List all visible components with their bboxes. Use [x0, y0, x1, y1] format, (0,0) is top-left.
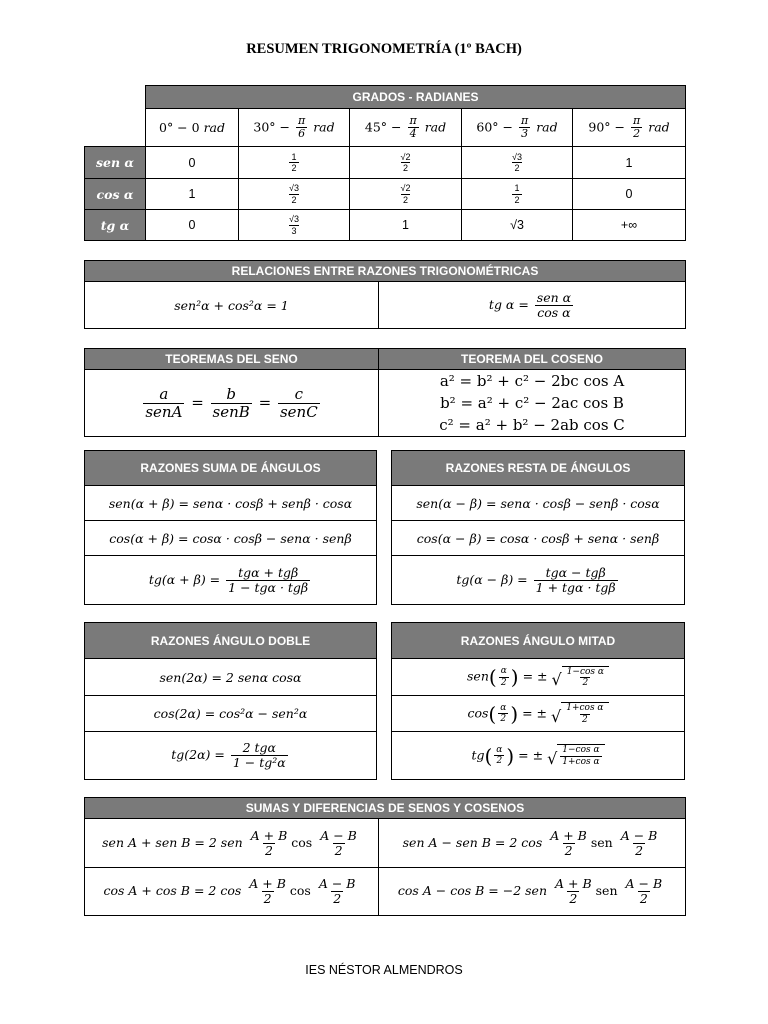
cosine-law-formula: a² = b² + c² − 2bc cos A b² = a² + c² − 2ac cos B c² = a² + b² − 2ab cos C [379, 370, 686, 437]
table-corner [85, 86, 146, 109]
angle-col-0: 0° − 0 rad [146, 109, 239, 147]
footer-school-name: IES NÉSTOR ALMENDROS [305, 963, 463, 977]
difference-angles-header: RAZONES RESTA DE ÁNGULOS [392, 451, 685, 486]
theorems-table [84, 348, 686, 437]
cell-value: $\frac{1}{2}$ [239, 147, 350, 179]
sum-tg-formula: tg(α + β) = $\frac{\text{tgα + tgβ}}{\text{1 − tgα · tgβ}}$ [85, 556, 377, 605]
cell-value: 0 [146, 210, 239, 241]
sum-sin-formula: sen(α + β) = senα · cosβ + senβ · cosα [85, 486, 377, 521]
diff-sines-formula: sen A − sen B = 2 cos $\frac{A + B}{2}$ sen $\frac{A - B}{2}$ [379, 819, 686, 868]
row-label-tg: tg α [85, 210, 146, 241]
cosine-law-header: TEOREMA DEL COSENO [379, 349, 686, 370]
cell-value: +∞ [573, 210, 686, 241]
diff-tg-formula: tg(α − β) = $\frac{\text{tgα − tgβ}}{\text{1 + tgα · tgβ}}$ [392, 556, 685, 605]
angle-col-45: 45° − $\frac{\pi}{4}$ rad [350, 109, 462, 147]
degrees-radians-header: GRADOS - RADIANES [146, 86, 686, 109]
cell-value: $\frac{√2}{2}$ [350, 179, 462, 210]
cell-value: 1 [350, 210, 462, 241]
half-cos-formula: cos( $\frac{\alpha}{2}$ ) = ± √ $\frac{\text{1+cos α}}{2}$ [392, 696, 685, 732]
angle-col-90: 90° − $\frac{\pi}{2}$ rad [573, 109, 686, 147]
cell-value: 0 [146, 147, 239, 179]
cell-value: $\frac{√3}{2}$ [239, 179, 350, 210]
table-row [85, 210, 686, 241]
cell-value: $\frac{1}{2}$ [462, 179, 573, 210]
relations-header: RELACIONES ENTRE RAZONES TRIGONOMÉTRICAS [85, 261, 686, 282]
half-angle-header: RAZONES ÁNGULO MITAD [392, 623, 685, 659]
cell-value: $\frac{√2}{2}$ [350, 147, 462, 179]
degrees-radians-table [84, 85, 686, 241]
row-label-cos: cos α [85, 179, 146, 210]
relations-table [84, 260, 686, 329]
difference-angles-table [391, 450, 685, 605]
row-label-sen: sen α [85, 147, 146, 179]
sum-angles-header: RAZONES SUMA DE ÁNGULOS [85, 451, 377, 486]
cell-value: √3 [462, 210, 573, 241]
sum-angles-table [84, 450, 377, 605]
table-row [85, 179, 686, 210]
angle-col-30: 30° − $\frac{\pi}{6}$ rad [239, 109, 350, 147]
sums-differences-header: SUMAS Y DIFERENCIAS DE SENOS Y COSENOS [85, 798, 686, 819]
page-title: RESUMEN TRIGONOMETRÍA (1º BACH) [246, 41, 522, 57]
table-corner [85, 109, 146, 147]
sum-cos-formula: cos(α + β) = cosα · cosβ − senα · senβ [85, 521, 377, 556]
diff-sin-formula: sen(α − β) = senα · cosβ − senβ · cosα [392, 486, 685, 521]
diff-cosines-formula: cos A − cos B = −2 sen $\frac{A + B}{2}$ sen $\frac{A - B}{2}$ [379, 868, 686, 916]
sum-sines-formula: sen A + sen B = 2 sen $\frac{A + B}{2}$ cos $\frac{A - B}{2}$ [85, 819, 379, 868]
double-tg-formula: tg(2α) = $\frac{\text{2 tgα}}{\text{1 − tg²α}}$ [85, 732, 377, 780]
double-sin-formula: sen(2α) = 2 senα cosα [85, 659, 377, 696]
double-angle-header: RAZONES ÁNGULO DOBLE [85, 623, 377, 659]
half-sin-formula: sen( $\frac{\alpha}{2}$ ) = ± √ $\frac{\text{1−cos α}}{2}$ [392, 659, 685, 696]
half-tg-formula: tg( $\frac{\alpha}{2}$ ) = ± √ $\frac{\text{1−cos α}}{\text{1+cos α}}$ [392, 732, 685, 780]
cell-value: 0 [573, 179, 686, 210]
sine-law-header: TEOREMAS DEL SENO [85, 349, 379, 370]
angle-col-60: 60° − $\frac{\pi}{3}$ rad [462, 109, 573, 147]
cell-value: 1 [573, 147, 686, 179]
cell-value: $\frac{√3}{2}$ [462, 147, 573, 179]
sums-differences-table [84, 797, 686, 916]
tangent-identity: tg α = $\frac{\text{sen α}}{\text{cos α}}$ [379, 282, 686, 329]
double-angle-table [84, 622, 377, 780]
double-cos-formula: cos(2α) = cos²α − sen²α [85, 696, 377, 732]
half-angle-table [391, 622, 685, 780]
sum-cosines-formula: cos A + cos B = 2 cos $\frac{A + B}{2}$ cos $\frac{A - B}{2}$ [85, 868, 379, 916]
sine-law-formula: $\frac{a}{\text{senA}}$ = $\frac{b}{\text{senB}}$ = $\frac{c}{\text{senC}}$ [85, 370, 379, 437]
pythagorean-identity: sen²α + cos²α = 1 [85, 282, 379, 329]
table-row [85, 147, 686, 179]
cell-value: 1 [146, 179, 239, 210]
diff-cos-formula: cos(α − β) = cosα · cosβ + senα · senβ [392, 521, 685, 556]
cell-value: $\frac{√3}{3}$ [239, 210, 350, 241]
